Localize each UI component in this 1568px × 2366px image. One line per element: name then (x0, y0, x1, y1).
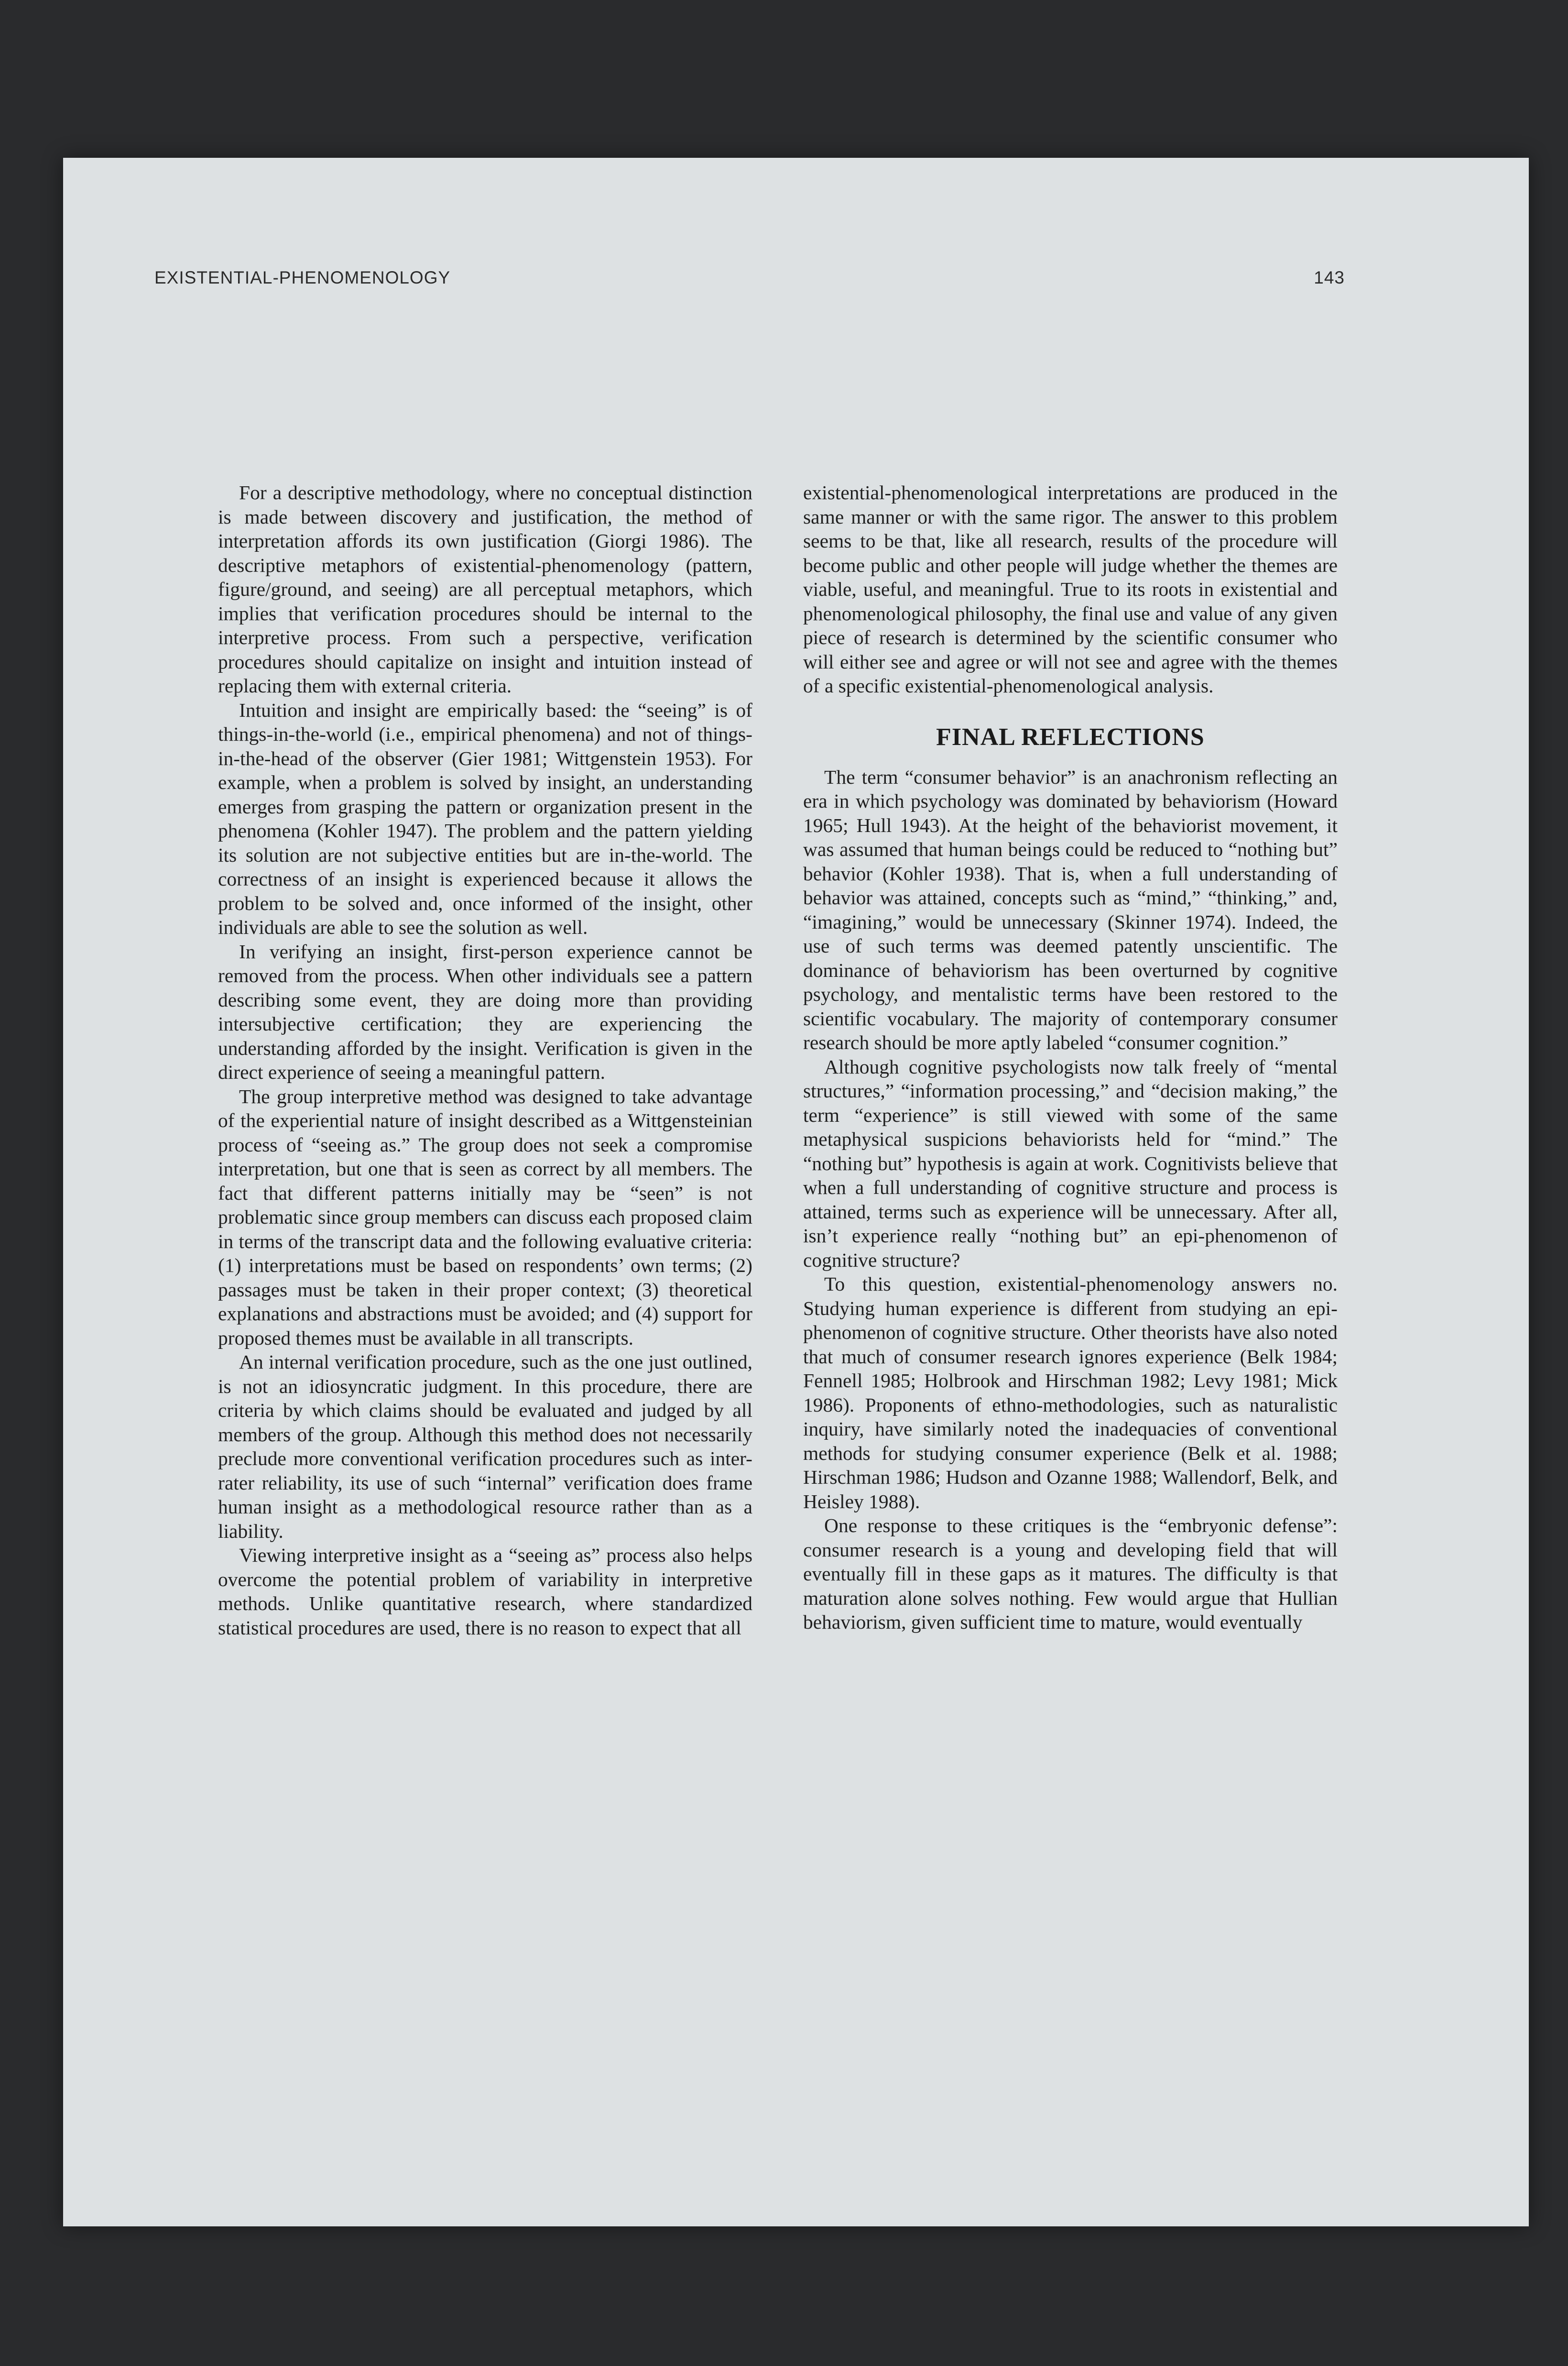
left-column (218, 481, 752, 1640)
paragraph: To this question, existential-phenomenology answers no. Studying human experience is different from studying an epi-phenomenon of cognitive structure. Other theorists have also noted that much of consumer research ignores experience (Belk 1984; Fennell 1985; Holbrook and Hirschman 1982; Levy 1981; Mick 1986). Proponents of ethno-methodologies, such as naturalistic inquiry, have similarly noted the inadequacies of conventional methods for studying consumer experience (Belk et al. 1988; Hirschman 1986; Hudson and Ozanne 1988; Wallendorf, Belk, and Heisley 1988). (803, 1273, 1338, 1512)
page-number: 143 (1314, 268, 1345, 287)
paragraph: One response to these critiques is the “embryonic defense”: consumer research is a young and developing field that will eventually fill in these gaps as it matures. The difficulty is that maturation alone solves nothing. Few would argue that Hullian behaviorism, given sufficient time to mature, would eventually (803, 1514, 1338, 1633)
paragraph: An internal verification procedure, such as the one just outlined, is not an idiosyncratic judgment. In this procedure, there are criteria by which claims should be evaluated and judged by all members of the group. Although this method does not necessarily preclude more conventional verification procedures such as inter-rater reliability, its use of such “internal” verification does frame human insight as a methodological resource rather than as a liability. (218, 1351, 752, 1542)
section-heading: FINAL REFLECTIONS (936, 723, 1205, 751)
right-column (803, 481, 1338, 1634)
running-title: EXISTENTIAL-PHENOMENOLOGY (154, 268, 451, 287)
paragraph: Intuition and insight are empirically based: the “seeing” is of things-in-the-world (i.e., empirical phenomena) and not of things-in-the-head of the observer (Gier 1981; Wittgenstein 1953). For example, when a problem is solved by insight, an understanding emerges from grasping the pattern or organization present in the phenomena (Kohler 1947). The problem and the pattern yielding its solution are not subjective entities but are in-the-world. The correctness of an insight is experienced because it allows the problem to be solved and, once informed of the insight, other individuals are able to see the solution as well. (218, 699, 752, 938)
paragraph: Although cognitive psychologists now talk freely of “mental structures,” “information processing,” and “decision making,” the term “experience” is still viewed with some of the same metaphysical suspicions behaviorists held for “mind.” The “nothing but” hypothesis is again at work. Cognitivists believe that when a full understanding of cognitive structure and process is attained, terms such as experience will be unnecessary. After all, isn’t experience really “nothing but” an epi-phenomenon of cognitive structure? (803, 1055, 1338, 1271)
paragraph: The term “consumer behavior” is an anachronism reflecting an era in which psychology was dominated by behaviorism (Howard 1965; Hull 1943). At the height of the behaviorist movement, it was assumed that human beings could be reduced to “nothing but” behavior (Kohler 1938). That is, when a full understanding of behavior was attained, concepts such as “mind,” “thinking,” and, “imagining,” would be unnecessary (Skinner 1974). Indeed, the use of such terms was deemed patently unscientific. The dominance of behaviorism has been overturned by cognitive psychology, and mentalistic terms have been restored to the scientific vocabulary. The majority of contemporary consumer research should be more aptly labeled “consumer cognition.” (803, 766, 1338, 1053)
running-head (154, 268, 1345, 296)
continued-paragraph: existential-phenomenological interpretations are produced in the same manner or with the same rigor. The answer to this problem seems to be that, like all research, results of the procedure will become public and other people will judge whether the themes are viable, useful, and meaningful. True to its roots in existential and phenomenological philosophy, the final use and value of any given piece of research is determined by the scientific consumer who will either see and agree or will not see and agree with the themes of a specific existential-phenomenological analysis. (803, 482, 1338, 697)
paragraph: For a descriptive methodology, where no conceptual distinction is made between discovery and justification, the method of interpretation affords its own justification (Giorgi 1986). The descriptive metaphors of existential-phenomenology (pattern, figure/ground, and seeing) are all perceptual metaphors, which implies that verification procedures should be internal to the interpretive process. From such a perspective, verification procedures should capitalize on insight and intuition instead of replacing them with external criteria. (218, 482, 752, 697)
paragraph: The group interpretive method was designed to take advantage of the experiential nature of insight described as a Wittgensteinian process of “seeing as.” The group does not seek a compromise interpretation, but one that is seen as correct by all members. The fact that different patterns initially may be “seen” is not problematic since group members can discuss each proposed claim in terms of the transcript data and the following evaluative criteria: (1) interpretations must be based on respondents’ own terms; (2) passages must be taken in their proper context; (3) theoretical explanations and abstractions must be avoided; and (4) support for proposed themes must be available in all transcripts. (218, 1085, 752, 1349)
paragraph: Viewing interpretive insight as a “seeing as” process also helps overcome the potential problem of variability in interpretive methods. Unlike quantitative research, where standardized statistical procedures are used, there is no reason to expect that all (218, 1544, 752, 1639)
paragraph: In verifying an insight, first-person experience cannot be removed from the process. When other individuals see a pattern describing some event, they are doing more than providing intersubjective certification; they are experiencing the understanding afforded by the insight. Verification is given in the direct experience of seeing a meaningful pattern. (218, 940, 752, 1083)
